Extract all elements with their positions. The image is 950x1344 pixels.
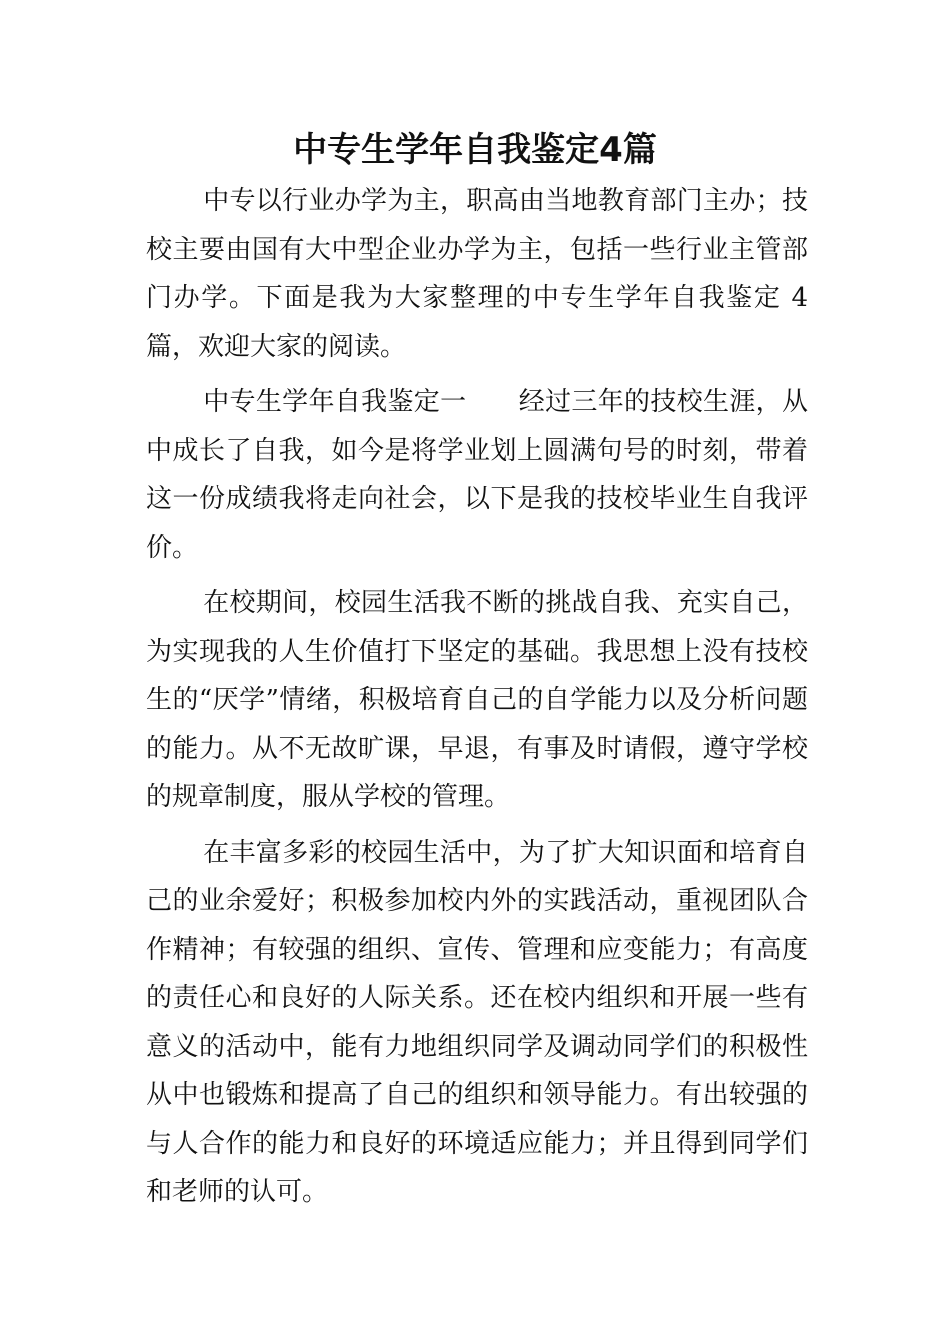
document-body <box>146 177 808 1224</box>
section-one-paragraph <box>146 378 808 572</box>
document-title: 中专生学年自我鉴定4篇 <box>293 130 657 170</box>
school-conduct-paragraph: 在校期间，校园生活我不断的挑战自我、充实自己，为实现我的人生价值打下坚定的基础。我思想上没有技校生的“厌学”情绪，积极培育自己的自学能力以及分析问题的能力。从不无故旷课，早退，有事及时请假，遵守学校的规章制度，服从学校的管理。 <box>146 588 808 812</box>
section-one-heading: 中专生学年自我鉴定一 <box>203 387 467 417</box>
section-one-text: 经过三年的技校生涯，从中成长了自我，如今是将学业划上圆满句号的时刻，带着这一份成绩我将走向社会，以下是我的技校毕业生自我评价。 <box>146 387 808 563</box>
campus-activities-paragraph: 在丰富多彩的校园生活中，为了扩大知识面和培育自己的业余爱好；积极参加校内外的实践活动，重视团队合作精神；有较强的组织、宣传、管理和应变能力；有高度的责任心和良好的人际关系。还在校内组织和开展一些有意义的活动中，能有力地组织同学及调动同学们的积极性从中也锻炼和提高了自己的组织和领导能力。有出较强的与人合作的能力和良好的环境适应能力；并且得到同学们和老师的认可。 <box>146 837 808 1207</box>
intro-paragraph: 中专以行业办学为主，职高由当地教育部门主办；技校主要由国有大中型企业办学为主，包括一些行业主管部门办学。下面是我为大家整理的中专生学年自我鉴定 4 篇，欢迎大家的阅读。 <box>146 186 808 362</box>
